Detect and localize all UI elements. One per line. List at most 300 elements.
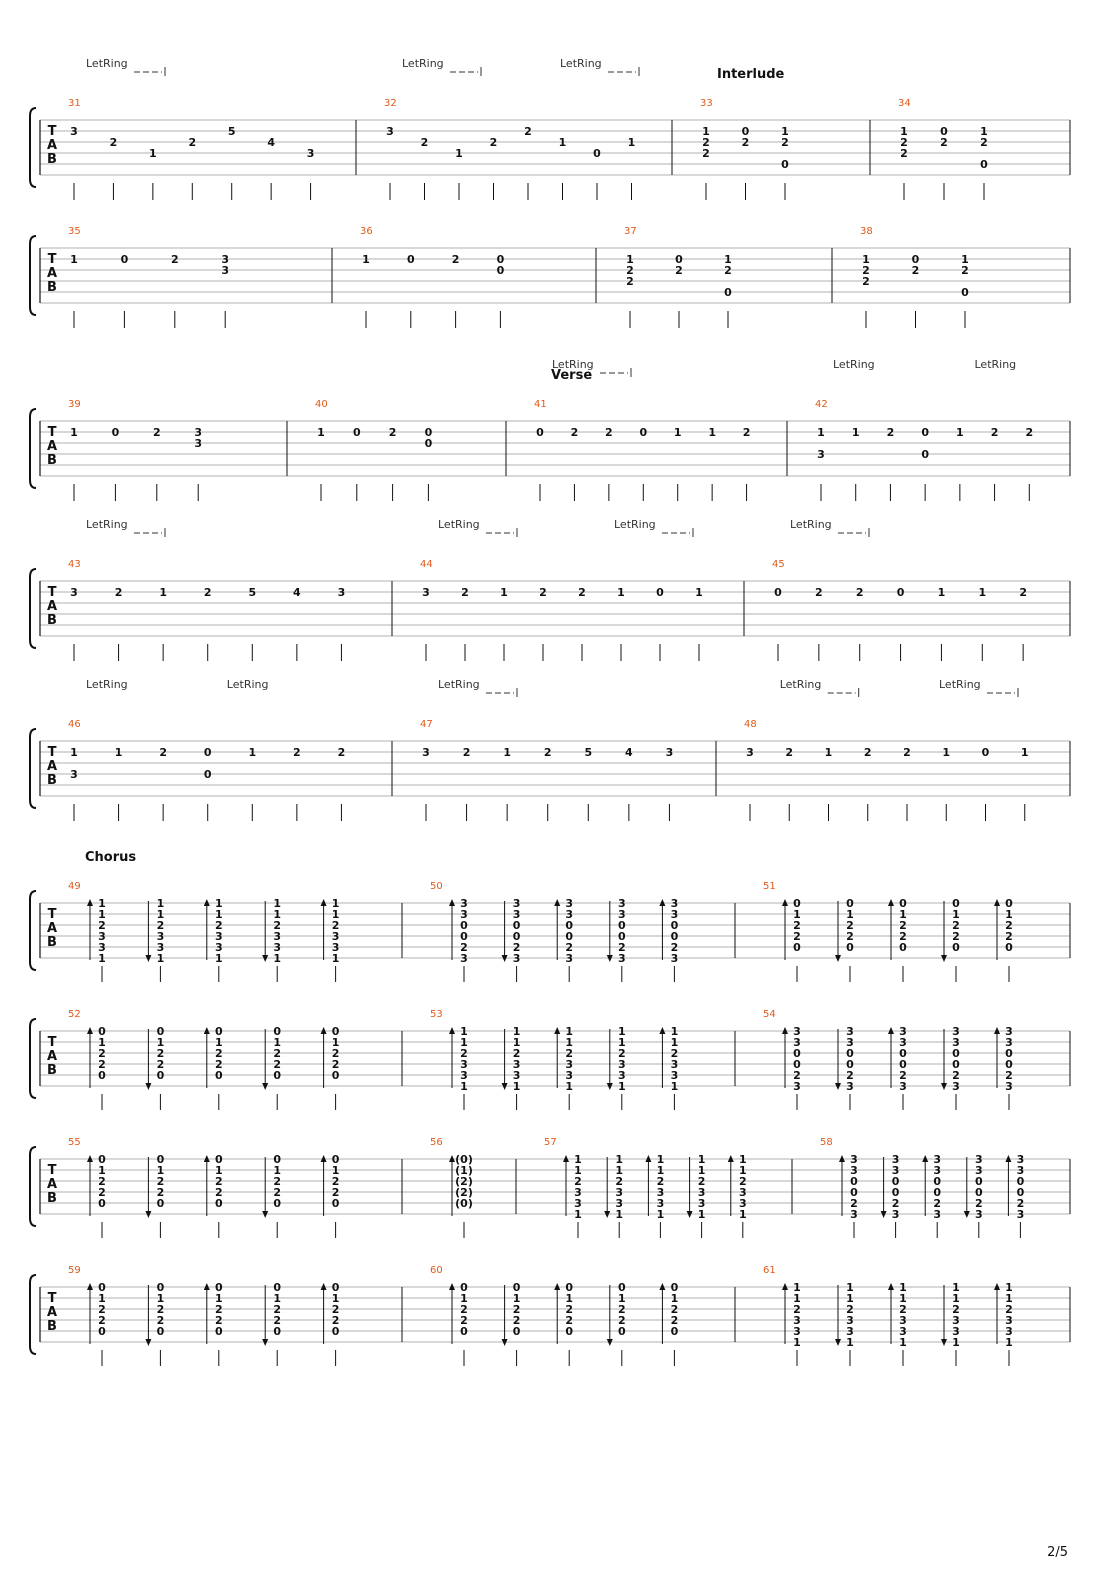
fret-number: 1 [273, 1292, 282, 1305]
strum-arrowhead [204, 1027, 210, 1034]
fret-number: 1 [615, 1164, 624, 1177]
strum-arrowhead [941, 955, 947, 962]
fret-number: 2 [539, 586, 547, 599]
fret-number: 0 [899, 897, 907, 910]
fret-number: 3 [1016, 1164, 1025, 1177]
fret-number: 0 [1016, 1186, 1025, 1199]
fret-number: 1 [460, 1036, 468, 1049]
fret-number: 1 [900, 125, 908, 138]
fret-number: 0 [1005, 897, 1013, 910]
fret-number: 1 [214, 1036, 223, 1049]
strum-arrowhead [145, 955, 151, 962]
fret-number: 1 [793, 1292, 801, 1305]
measure-number: 44 [420, 559, 433, 570]
measure-number: 56 [430, 1137, 443, 1148]
fret-number: 0 [656, 586, 664, 599]
fret-number: 2 [98, 919, 106, 932]
fret-number: 0 [156, 1197, 165, 1210]
strum-arrowhead [204, 1283, 210, 1290]
fret-number: 1 [512, 1080, 521, 1093]
fret-number: 3 [615, 1197, 624, 1210]
fret-number: 2 [952, 919, 960, 932]
fret-number: 1 [214, 952, 223, 965]
fret-number: 3 [1005, 1036, 1013, 1049]
fret-number: 2 [697, 1175, 706, 1188]
fret-number: 3 [565, 897, 574, 910]
fret-number: 3 [974, 1153, 983, 1166]
fret-number: 1 [70, 253, 78, 266]
fret-number: 2 [489, 136, 498, 149]
fret-number: 1 [952, 908, 960, 921]
fret-number: 2 [273, 1058, 282, 1071]
fret-number: 2 [656, 1175, 665, 1188]
strum-arrowhead [888, 1027, 894, 1034]
fret-number: 2 [980, 136, 988, 149]
fret-number: 0 [565, 1281, 574, 1294]
fret-number: 2 [793, 1303, 801, 1316]
fret-number: 2 [273, 919, 282, 932]
strum-arrowhead [449, 1027, 455, 1034]
strum-arrowhead [839, 1155, 845, 1162]
fret-number: 2 [170, 253, 179, 266]
fret-number: 0 [98, 1025, 106, 1038]
fret-number: 0 [98, 1281, 106, 1294]
fret-number: 3 [617, 1069, 626, 1082]
fret-number: 2 [846, 919, 854, 932]
fret-number: 0 [496, 253, 505, 266]
fret-number: 2 [626, 264, 634, 277]
fret-number: 2 [331, 1186, 340, 1199]
fret-number: 2 [850, 1197, 858, 1210]
fret-number: 1 [980, 125, 988, 138]
measure-number: 40 [315, 399, 328, 410]
fret-number: 1 [331, 897, 340, 910]
fret-number: 2 [1025, 426, 1034, 439]
strum-arrowhead [554, 1027, 560, 1034]
fret-number: 2 [331, 1314, 340, 1327]
fret-number: 3 [817, 448, 825, 461]
fret-number: 1 [956, 426, 964, 439]
fret-number: 2 [615, 1175, 624, 1188]
measure-number: 32 [384, 98, 397, 109]
strum-arrowhead [964, 1211, 970, 1218]
fret-number: 0 [724, 286, 732, 299]
fret-number: 2 [974, 1197, 983, 1210]
fret-number: 3 [98, 941, 106, 954]
fret-number: 2 [952, 1303, 960, 1316]
fret-number: 3 [746, 746, 754, 759]
fret-number: 2 [1005, 930, 1013, 943]
fret-number: 1 [670, 1080, 679, 1093]
fret-number: 3 [221, 253, 230, 266]
system-brace [30, 236, 36, 315]
fret-number: 0 [793, 941, 801, 954]
strum-arrowhead [994, 899, 1000, 906]
fret-number: 3 [670, 908, 679, 921]
fret-number: 1 [98, 1292, 106, 1305]
fret-number: 2 [156, 1175, 165, 1188]
fret-number: 3 [933, 1153, 942, 1166]
fret-number: 0 [850, 1186, 858, 1199]
fret-number: 3 [891, 1208, 900, 1221]
fret-number: 3 [656, 1197, 665, 1210]
strum-arrowhead [881, 1211, 887, 1218]
fret-number: 2 [574, 1175, 582, 1188]
letring-label: LetRing [939, 678, 981, 691]
measure-number: 37 [624, 226, 637, 237]
fret-number: 2 [741, 136, 750, 149]
measure-number: 60 [430, 1265, 443, 1276]
fret-number: 3 [156, 941, 165, 954]
fret-number: 3 [793, 1025, 801, 1038]
fret-number: 0 [331, 1281, 340, 1294]
fret-number: 1 [617, 1036, 626, 1049]
fret-number: 3 [846, 1036, 854, 1049]
fret-number: 3 [273, 941, 282, 954]
fret-number: 1 [617, 586, 625, 599]
fret-number: 2 [899, 930, 907, 943]
fret-number: 2 [273, 1303, 282, 1316]
fret-number: 1 [273, 1164, 282, 1177]
fret-number: 3 [933, 1164, 942, 1177]
fret-number: 2 [1005, 1303, 1013, 1316]
fret-number: 0 [891, 1175, 900, 1188]
measure-number: 45 [772, 559, 785, 570]
fret-number: 0 [98, 1325, 106, 1338]
fret-number: 4 [267, 136, 275, 149]
fret-number: 2 [846, 1069, 854, 1082]
fret-number: 2 [899, 1069, 907, 1082]
fret-number: 3 [952, 1036, 960, 1049]
fret-number: 2 [98, 1047, 106, 1060]
fret-number: 1 [574, 1164, 582, 1177]
fret-number: 2 [952, 1069, 960, 1082]
measure-number: 51 [763, 881, 776, 892]
fret-number: 2 [109, 136, 118, 149]
fret-number: 0 [1005, 941, 1013, 954]
strum-arrowhead [782, 1027, 788, 1034]
fret-number: 0 [460, 1281, 468, 1294]
fret-number: 1 [98, 1036, 106, 1049]
fret-number: 1 [937, 586, 946, 599]
measure-number: 31 [68, 98, 81, 109]
fret-number: 0 [933, 1186, 942, 1199]
fret-number: 1 [1005, 1292, 1013, 1305]
fret-number: 1 [214, 897, 223, 910]
fret-number: 2 [891, 1197, 900, 1210]
fret-number: 2 [543, 746, 552, 759]
fret-number: 2 [512, 1047, 521, 1060]
fret-number: 3 [899, 1025, 907, 1038]
fret-number: 3 [952, 1025, 960, 1038]
system-brace [30, 891, 36, 970]
fret-number: 0 [460, 919, 468, 932]
fret-number: 2 [273, 1175, 282, 1188]
fret-number: 0 [111, 426, 120, 439]
fret-number: 0 [565, 1325, 574, 1338]
fret-number: 1 [331, 1292, 340, 1305]
fret-number: 1 [697, 1164, 706, 1177]
fret-number: 1 [331, 1164, 340, 1177]
measure-number: 42 [815, 399, 828, 410]
fret-number: 2 [886, 426, 895, 439]
fret-number: 2 [331, 919, 340, 932]
measure-number: 54 [763, 1009, 776, 1020]
fret-number: 1 [156, 908, 165, 921]
fret-number: 0 [512, 919, 521, 932]
fret-number: 3 [952, 1080, 960, 1093]
fret-number: 0 [331, 1025, 340, 1038]
fret-number: (2) [455, 1175, 473, 1188]
fret-number: 0 [793, 1058, 801, 1071]
fret-number: 2 [420, 136, 429, 149]
tab-clef-letter: A [46, 138, 58, 153]
tab-clef-letter: T [47, 745, 57, 760]
fret-number: 0 [331, 1069, 340, 1082]
fret-number: 1 [558, 136, 567, 149]
fret-number: 0 [536, 426, 544, 439]
tab-clef-letter: T [47, 252, 57, 267]
fret-number: 2 [293, 746, 301, 759]
letring-label: LetRing [552, 358, 594, 371]
fret-number: 3 [617, 1058, 626, 1071]
strum-arrowhead [321, 899, 327, 906]
fret-number: 3 [422, 586, 430, 599]
fret-number: 1 [574, 1153, 582, 1166]
strum-arrowhead [87, 1155, 93, 1162]
fret-number: 1 [942, 746, 951, 759]
fret-number: 3 [512, 952, 521, 965]
fret-number: 0 [617, 1281, 626, 1294]
strum-arrowhead [835, 1339, 841, 1346]
fret-number: 0 [496, 264, 505, 277]
tab-clef-letter: A [46, 599, 58, 614]
measure-number: 35 [68, 226, 81, 237]
fret-number: 1 [670, 1292, 679, 1305]
strum-arrowhead [554, 899, 560, 906]
fret-number: 1 [273, 908, 282, 921]
fret-number: 0 [899, 941, 907, 954]
fret-number: 3 [512, 908, 521, 921]
fret-number: 1 [697, 1153, 706, 1166]
measure-number: 43 [68, 559, 81, 570]
fret-number: 0 [981, 746, 990, 759]
letring-label: LetRing [438, 678, 480, 691]
measure-number: 57 [544, 1137, 557, 1148]
fret-number: 3 [98, 930, 106, 943]
fret-number: 3 [1005, 1080, 1013, 1093]
tab-clef-letter: A [46, 1305, 58, 1320]
fret-number: 2 [188, 136, 197, 149]
fret-number: 3 [460, 908, 468, 921]
strum-arrowhead [554, 1283, 560, 1290]
fret-number: 3 [1005, 1314, 1013, 1327]
fret-number: 1 [617, 1080, 626, 1093]
fret-number: 2 [98, 1058, 106, 1071]
fret-number: 2 [273, 1314, 282, 1327]
fret-number: 3 [670, 952, 679, 965]
fret-number: 1 [98, 1164, 106, 1177]
fret-number: 1 [460, 1080, 468, 1093]
fret-number: 2 [337, 746, 346, 759]
measure-number: 39 [68, 399, 81, 410]
fret-number: 1 [565, 1025, 574, 1038]
fret-number: 2 [855, 586, 864, 599]
fret-number: 2 [815, 586, 823, 599]
fret-number: 3 [273, 930, 282, 943]
fret-number: 3 [460, 952, 468, 965]
fret-number: 0 [565, 919, 574, 932]
fret-number: 1 [846, 1281, 854, 1294]
fret-number: 3 [194, 437, 203, 450]
fret-number: 1 [673, 426, 682, 439]
fret-number: 1 [899, 1336, 907, 1349]
fret-number: 0 [120, 253, 129, 266]
strum-arrowhead [994, 1283, 1000, 1290]
fret-number: 0 [617, 1325, 626, 1338]
fret-number: 0 [273, 1153, 282, 1166]
fret-number: 0 [980, 158, 988, 171]
strum-arrowhead [502, 955, 508, 962]
letring-label: LetRing [226, 678, 269, 691]
fret-number: 3 [331, 941, 340, 954]
fret-number: 2 [1016, 1197, 1025, 1210]
strum-arrowhead [607, 1339, 613, 1346]
fret-number: 3 [70, 125, 78, 138]
fret-number: (1) [455, 1164, 473, 1177]
strum-arrowhead [449, 1155, 455, 1162]
fret-number: 2 [156, 1047, 165, 1060]
strum-arrowhead [888, 1283, 894, 1290]
fret-number: 2 [1005, 1069, 1013, 1082]
fret-number: 2 [214, 919, 223, 932]
fret-number: 2 [862, 264, 870, 277]
fret-number: 2 [331, 1058, 340, 1071]
system-brace [30, 108, 36, 187]
fret-number: 0 [98, 1197, 106, 1210]
letring-label: LetRing [402, 57, 444, 70]
fret-number: 0 [741, 125, 750, 138]
fret-number: 0 [639, 426, 648, 439]
fret-number: 2 [273, 1186, 282, 1199]
strum-arrowhead [204, 1155, 210, 1162]
fret-number: 2 [863, 746, 872, 759]
strum-arrowhead [728, 1155, 734, 1162]
fret-number: 1 [331, 908, 340, 921]
fret-number: 3 [565, 908, 574, 921]
fret-number: 2 [524, 125, 532, 138]
fret-number: 2 [900, 147, 908, 160]
measure-number: 49 [68, 881, 81, 892]
fret-number: 3 [697, 1197, 706, 1210]
fret-number: 0 [156, 1153, 165, 1166]
fret-number: 0 [98, 1069, 106, 1082]
fret-number: 1 [574, 1208, 582, 1221]
fret-number: 0 [512, 1281, 521, 1294]
fret-number: 0 [460, 1325, 468, 1338]
fret-number: 1 [899, 1292, 907, 1305]
fret-number: 0 [331, 1197, 340, 1210]
fret-number: 2 [214, 1303, 223, 1316]
fret-number: 0 [952, 1058, 960, 1071]
fret-number: 1 [565, 1036, 574, 1049]
fret-number: 0 [846, 1047, 854, 1060]
fret-number: 1 [362, 253, 370, 266]
fret-number: 0 [156, 1281, 165, 1294]
measure-number: 47 [420, 719, 433, 730]
fret-number: 2 [331, 1303, 340, 1316]
fret-number: 3 [617, 908, 626, 921]
fret-number: 1 [1005, 908, 1013, 921]
fret-number: 2 [460, 1314, 468, 1327]
fret-number: 0 [793, 1047, 801, 1060]
fret-number: 3 [697, 1186, 706, 1199]
fret-number: 0 [974, 1186, 983, 1199]
fret-number: 1 [793, 908, 801, 921]
fret-number: 3 [846, 1025, 854, 1038]
fret-number: 1 [455, 147, 463, 160]
fret-number: 3 [156, 930, 165, 943]
fret-number: 2 [214, 1058, 223, 1071]
fret-number: 3 [214, 941, 223, 954]
fret-number: (0) [455, 1153, 473, 1166]
fret-number: 0 [156, 1069, 165, 1082]
fret-number: 0 [214, 1069, 223, 1082]
strum-arrowhead [645, 1155, 651, 1162]
strum-arrowhead [449, 1283, 455, 1290]
strum-arrowhead [262, 1339, 268, 1346]
fret-number: 1 [952, 1336, 960, 1349]
system-brace [30, 1019, 36, 1098]
measure-number: 48 [744, 719, 757, 730]
fret-number: 1 [656, 1208, 665, 1221]
fret-number: 3 [460, 1058, 468, 1071]
strum-arrowhead [87, 1027, 93, 1034]
fret-number: 1 [626, 253, 634, 266]
strum-arrowhead [87, 1283, 93, 1290]
section-label: Chorus [85, 850, 137, 865]
fret-number: 1 [317, 426, 325, 439]
fret-number: 3 [952, 1314, 960, 1327]
fret-number: 1 [156, 1036, 165, 1049]
fret-number: 1 [156, 952, 165, 965]
fret-number: 3 [1016, 1153, 1025, 1166]
fret-number: 1 [697, 1208, 706, 1221]
fret-number: 1 [98, 908, 106, 921]
fret-number: 1 [817, 426, 825, 439]
fret-number: 3 [656, 1186, 665, 1199]
fret-number: 2 [617, 1314, 626, 1327]
fret-number: 3 [974, 1164, 983, 1177]
fret-number: 1 [899, 1281, 907, 1294]
fret-number: 3 [306, 147, 315, 160]
fret-number: 2 [98, 1186, 106, 1199]
fret-number: 2 [626, 275, 634, 288]
fret-number: 1 [708, 426, 716, 439]
fret-number: 2 [670, 1303, 679, 1316]
fret-number: 1 [615, 1153, 624, 1166]
fret-number: 0 [617, 930, 626, 943]
fret-number: 0 [793, 897, 801, 910]
fret-number: 1 [273, 952, 282, 965]
fret-number: 1 [1005, 1281, 1013, 1294]
fret-number: 2 [793, 1069, 801, 1082]
fret-number: 2 [675, 264, 683, 277]
fret-number: 0 [460, 930, 468, 943]
tab-clef-letter: T [47, 1035, 57, 1050]
fret-number: 1 [460, 1025, 468, 1038]
fret-number: 5 [584, 746, 593, 759]
